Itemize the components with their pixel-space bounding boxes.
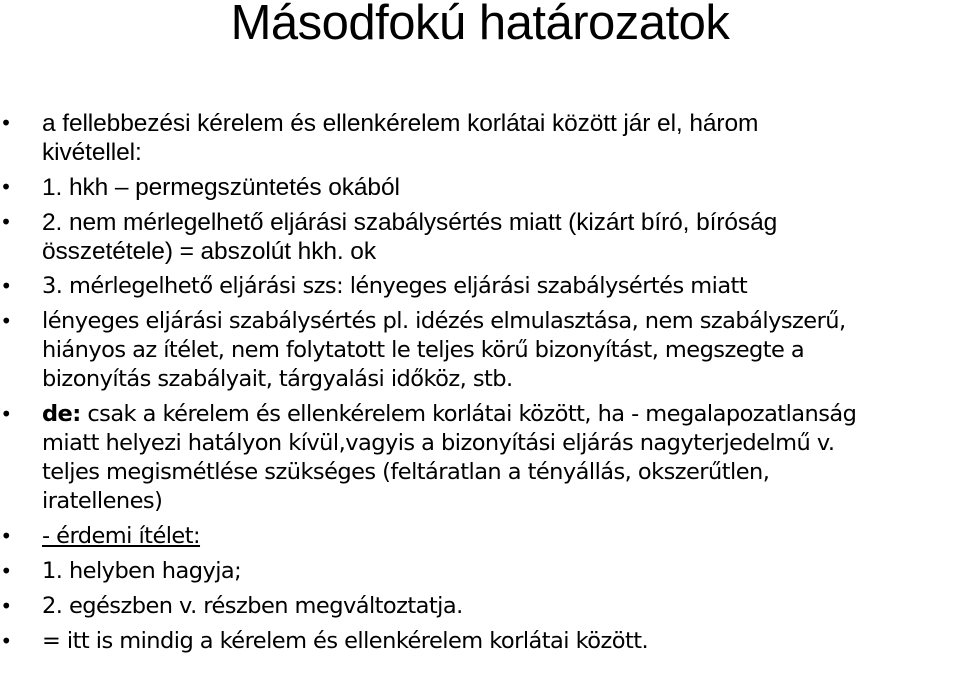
list-item-text: = itt is mindig a kérelem és ellenkérelem korlátai között.: [42, 628, 649, 654]
list-item-text: 3. mérlegelhető eljárási szs: lényeges eljárási szabálysértés miatt: [42, 273, 748, 299]
list-item: [0, 400, 960, 516]
list-item: [0, 307, 960, 394]
list-item-text: bizonyítás szabályait, tárgyalási időköz, stb.: [42, 366, 513, 392]
list-item: [0, 173, 960, 202]
list-item-text: a fellebbezési kérelem és ellenkérelem korlátai között jár el, három: [42, 110, 759, 137]
list-item-text: 2. egészben v. részben megváltoztatja.: [42, 593, 463, 619]
list-item-text: 2. nem mérlegelhető eljárási szabálysértés miatt (kizárt bíró, bíróság: [42, 209, 778, 236]
bullet-icon: •: [0, 309, 12, 333]
bullet-icon: •: [0, 175, 12, 199]
bullet-icon: •: [0, 210, 12, 234]
list-item-text: összetétele) = abszolút hkh. ok: [42, 238, 376, 265]
bullet-icon: •: [0, 594, 12, 618]
list-item-text: - érdemi ítélet:: [42, 523, 201, 549]
list-item: [0, 272, 960, 301]
bullet-icon: •: [0, 559, 12, 583]
list-item-text: kivétellel:: [42, 139, 142, 166]
list-item-text: miatt helyezi hatályon kívül,vagyis a bizonyítási eljárás nagyterjedelmű v.: [42, 430, 835, 456]
list-item: [0, 627, 960, 656]
bullet-list: [0, 109, 960, 662]
list-item: [0, 208, 960, 266]
list-item-text: 1. hkh – permegszüntetés okából: [42, 174, 400, 201]
bullet-icon: •: [0, 402, 12, 426]
slide-title: Másodfokú határozatok: [230, 0, 730, 50]
bullet-icon: •: [0, 111, 12, 135]
list-item-text-rest: csak a kérelem és ellenkérelem korlátai között, ha - megalapozatlanság: [80, 401, 857, 427]
bullet-icon: •: [0, 274, 12, 298]
list-item-text: hiányos az ítélet, nem folytatott le teljes körű bizonyítást, megszegte a: [42, 337, 805, 363]
bullet-icon: •: [0, 524, 12, 548]
list-item-text: lényeges eljárási szabálysértés pl. idézés elmulasztása, nem szabályszerű,: [42, 308, 846, 334]
bullet-icon: •: [0, 629, 12, 653]
list-item: [0, 557, 960, 586]
emphasis-label: de:: [42, 401, 81, 427]
list-item: [0, 592, 960, 621]
list-item: [0, 109, 960, 167]
list-item: [0, 522, 960, 551]
list-item-text: iratellenes): [42, 488, 163, 514]
list-item-text: [42, 400, 956, 429]
list-item-text: 1. helyben hagyja;: [42, 558, 242, 584]
list-item-text: teljes megismétlése szükséges (feltáratlan a tényállás, okszerűtlen,: [42, 459, 770, 485]
